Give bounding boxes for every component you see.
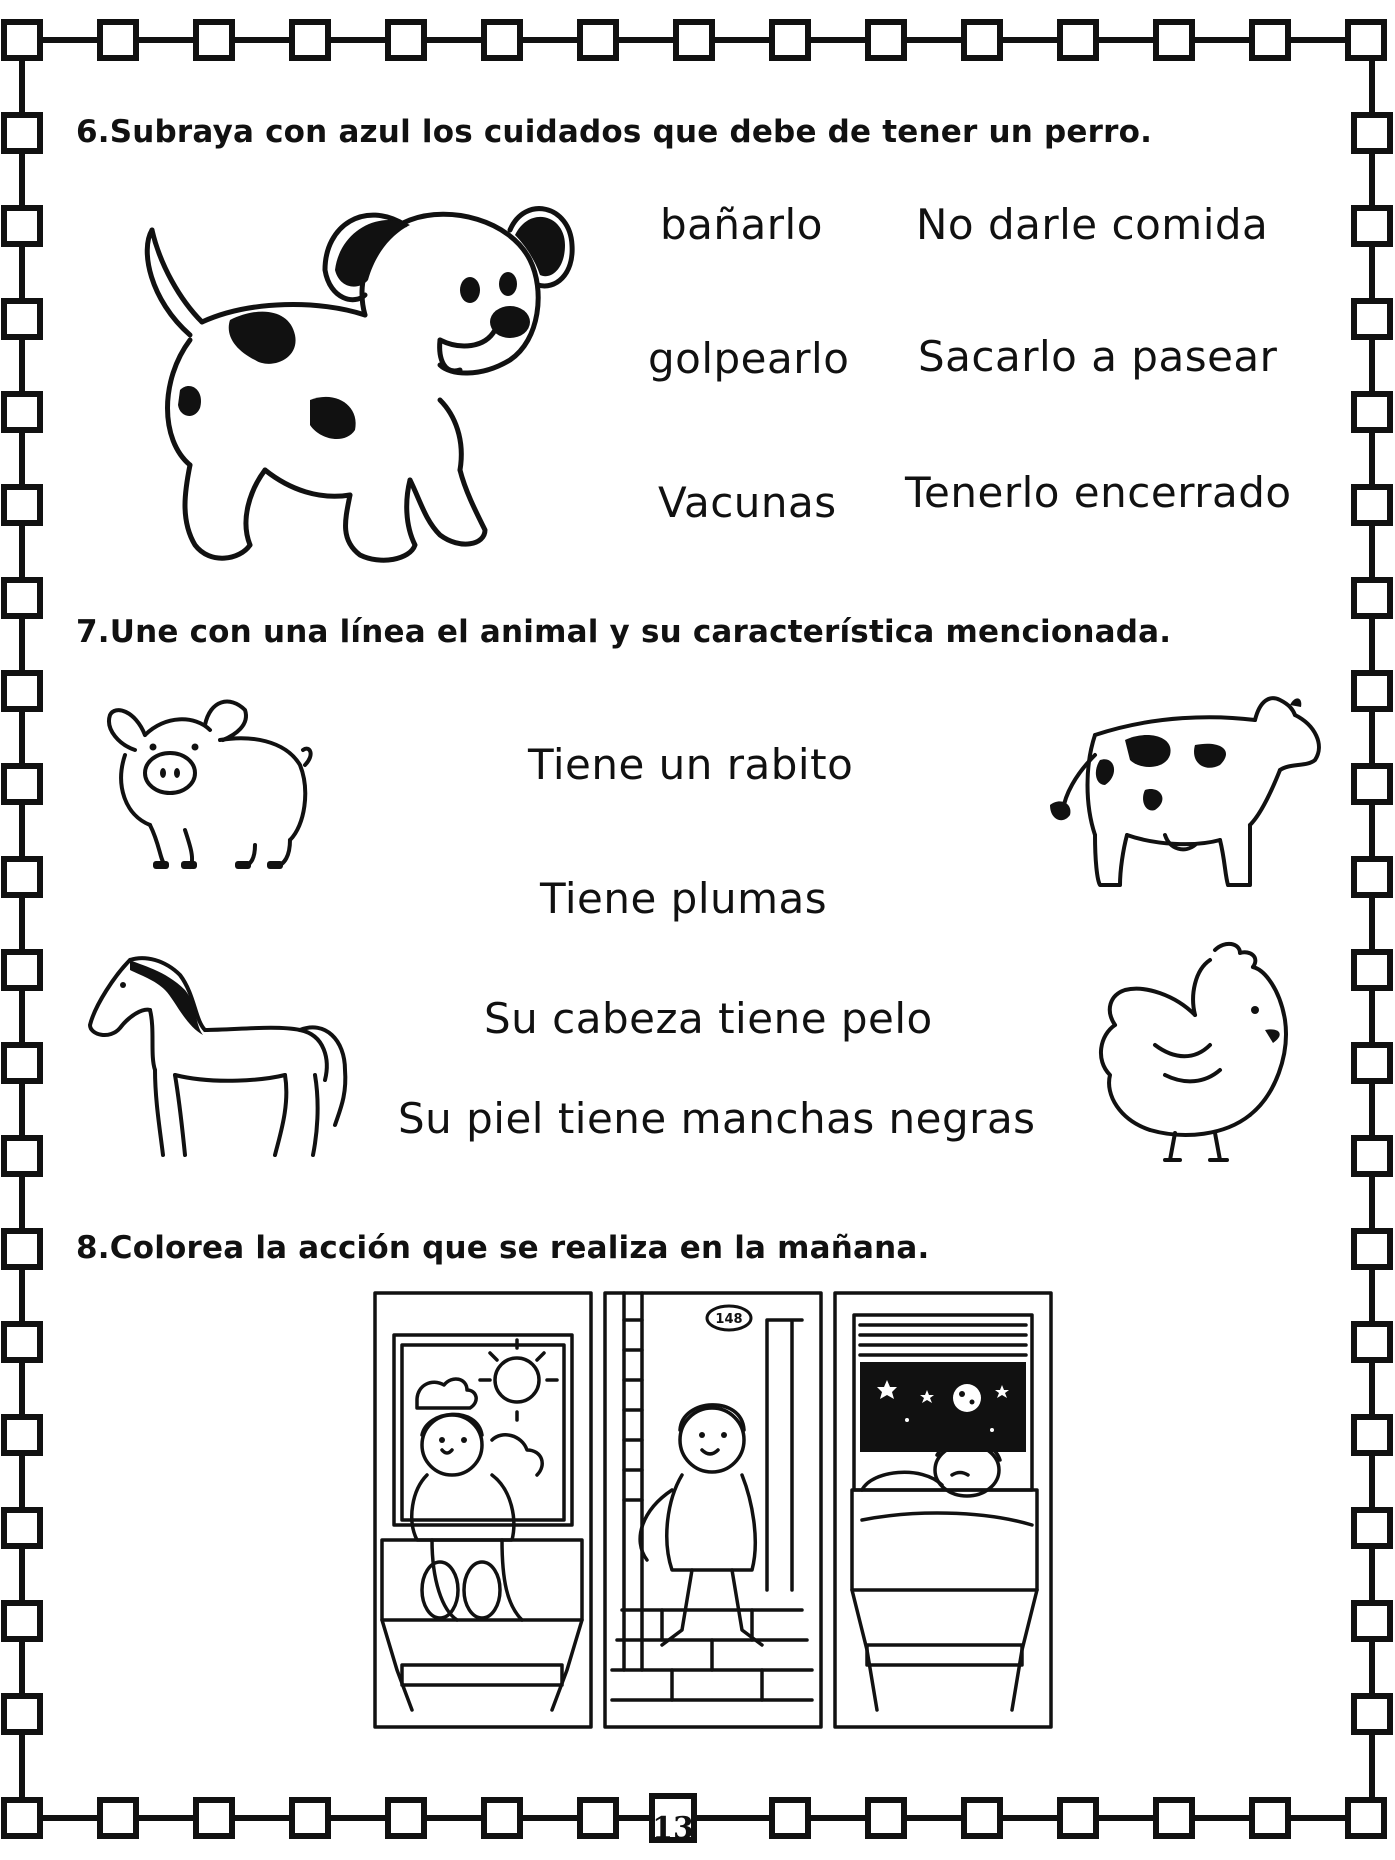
- border-box-right: [1354, 1510, 1390, 1546]
- border-box-bottom: [1156, 1800, 1192, 1836]
- border-box-right: [1354, 208, 1390, 244]
- border-box-bottom: [292, 1800, 328, 1836]
- border-box-left: [4, 301, 40, 337]
- waking-up-panel[interactable]: [372, 1290, 594, 1730]
- border-box-bottom: [196, 1800, 232, 1836]
- border-box-left: [4, 1696, 40, 1732]
- border-box-top: [100, 22, 136, 58]
- hen-icon: [1095, 935, 1295, 1170]
- trait-tiene-un-rabito[interactable]: Tiene un rabito: [528, 740, 854, 789]
- border-box-left: [4, 673, 40, 709]
- option-sacarlo-a-pasear[interactable]: Sacarlo a pasear: [918, 332, 1278, 381]
- border-box-top: [580, 22, 616, 58]
- border-box-left: [4, 487, 40, 523]
- border-box-bottom: [964, 1800, 1000, 1836]
- border-box-left: [4, 1231, 40, 1267]
- border-box-top: [388, 22, 424, 58]
- border-box-top: [196, 22, 232, 58]
- border-box-right: [1354, 673, 1390, 709]
- option-vacunas[interactable]: Vacunas: [658, 478, 837, 527]
- border-box-left: [4, 1138, 40, 1174]
- border-box-left: [4, 1603, 40, 1639]
- option-tenerlo-encerrado[interactable]: Tenerlo encerrado: [905, 468, 1292, 517]
- cow-icon: [1045, 685, 1325, 895]
- border-box-bottom: [1060, 1800, 1096, 1836]
- border-box-left: [4, 952, 40, 988]
- border-box-top: [772, 22, 808, 58]
- border-box-right: [1354, 766, 1390, 802]
- border-box-right: [1354, 487, 1390, 523]
- border-box-right: [1354, 301, 1390, 337]
- border-box-left: [4, 580, 40, 616]
- trait-su-cabeza-tiene-pelo[interactable]: Su cabeza tiene pelo: [484, 994, 933, 1043]
- border-box-right: [1354, 859, 1390, 895]
- border-box-top: [964, 22, 1000, 58]
- border-box-right: [1354, 1417, 1390, 1453]
- trait-su-piel-tiene-manchas-negras[interactable]: Su piel tiene manchas negras: [398, 1094, 1036, 1143]
- border-box-left: [4, 1324, 40, 1360]
- border-box-left: [4, 1045, 40, 1081]
- border-box-left: [4, 394, 40, 430]
- border-box-top: [1060, 22, 1096, 58]
- border-box-bottom: [580, 1800, 616, 1836]
- horse-icon: [85, 950, 355, 1165]
- question-8-title: 8.Colorea la acción que se realiza en la mañana.: [76, 1230, 930, 1266]
- border-box-top: [484, 22, 520, 58]
- border-box-right: [1354, 1603, 1390, 1639]
- border-box-right: [1354, 1045, 1390, 1081]
- border-box-left: [4, 859, 40, 895]
- border-box-top: [4, 22, 40, 58]
- border-box-left: [4, 208, 40, 244]
- page-number: 13: [652, 1811, 694, 1846]
- border-box-bottom: [100, 1800, 136, 1836]
- border-box-top: [292, 22, 328, 58]
- border-box-left: [4, 1417, 40, 1453]
- border-box-bottom: [388, 1800, 424, 1836]
- border-box-top: [868, 22, 904, 58]
- question-7-title: 7.Une con una línea el animal y su característica mencionada.: [76, 614, 1172, 650]
- border-box-bottom: [484, 1800, 520, 1836]
- pig-icon: [105, 695, 315, 875]
- border-box-right: [1354, 1696, 1390, 1732]
- border-box-right: [1354, 580, 1390, 616]
- border-box-bottom: [868, 1800, 904, 1836]
- border-box-left: [4, 115, 40, 151]
- going-to-sleep-panel[interactable]: [832, 1290, 1054, 1730]
- option-golpearlo[interactable]: golpearlo: [648, 334, 850, 383]
- border-box-left: [4, 1510, 40, 1546]
- option-no-darle-comida[interactable]: No darle comida: [916, 200, 1269, 249]
- border-box-top: [1348, 22, 1384, 58]
- border-box-right: [1354, 952, 1390, 988]
- border-box-right: [1354, 1324, 1390, 1360]
- border-box-bottom: [1252, 1800, 1288, 1836]
- border-box-bottom: [772, 1800, 808, 1836]
- border-box-top: [1252, 22, 1288, 58]
- border-box-bottom: [4, 1800, 40, 1836]
- border-box-right: [1354, 1231, 1390, 1267]
- border-box-bottom: [1348, 1800, 1384, 1836]
- border-box-right: [1354, 1138, 1390, 1174]
- border-box-right: [1354, 394, 1390, 430]
- border-box-top: [676, 22, 712, 58]
- border-box-left: [4, 766, 40, 802]
- border-box-right: [1354, 115, 1390, 151]
- going-to-school-panel[interactable]: [602, 1290, 824, 1730]
- dog-icon: [140, 190, 580, 580]
- border-box-top: [1156, 22, 1192, 58]
- door-number: 148: [715, 1312, 743, 1327]
- option-banarlo[interactable]: bañarlo: [660, 200, 823, 249]
- trait-tiene-plumas[interactable]: Tiene plumas: [540, 874, 828, 923]
- question-6-title: 6.Subraya con azul los cuidados que debe de tener un perro.: [76, 114, 1153, 150]
